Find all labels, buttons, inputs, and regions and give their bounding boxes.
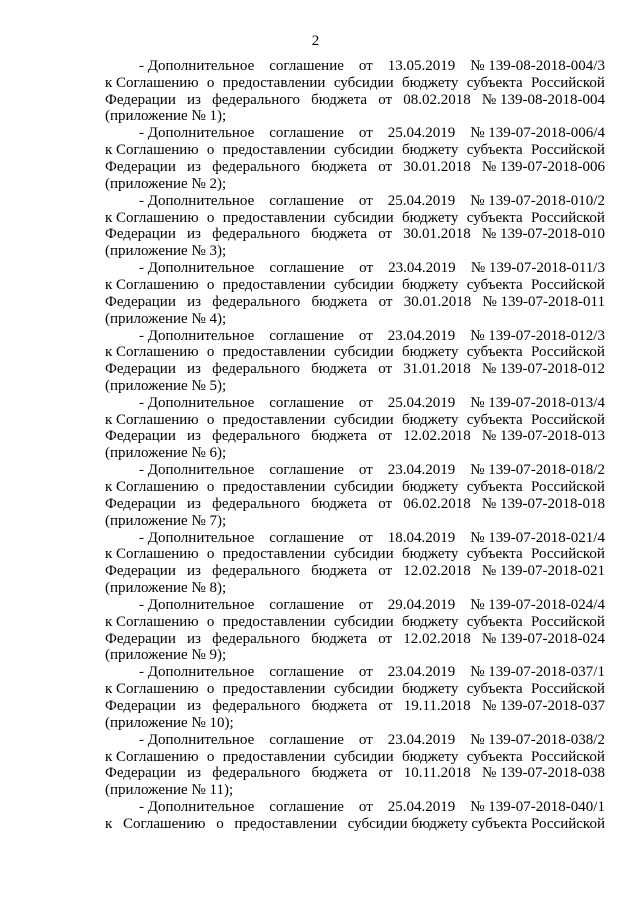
word: бюджета — [311, 226, 368, 243]
word: бюджету — [401, 276, 459, 293]
text-line — [105, 412, 605, 429]
word: предоставлении — [234, 815, 338, 832]
word: бюджету — [401, 748, 459, 765]
word: федерального — [212, 765, 301, 782]
agreement-entry — [105, 597, 605, 664]
word: от — [378, 91, 393, 108]
text-line — [105, 58, 605, 75]
text-line — [105, 563, 605, 580]
word: 31.01.2018 — [403, 361, 471, 378]
word: к Соглашению — [105, 74, 199, 91]
text-line — [105, 294, 605, 311]
word: субъекта — [466, 142, 523, 159]
word: Федерации — [105, 293, 176, 310]
word: предоставлении — [222, 748, 326, 765]
word: о — [216, 815, 224, 832]
agreement-entry — [105, 732, 605, 799]
word: к Соглашению — [105, 681, 199, 698]
text-line — [105, 698, 605, 715]
word: от — [378, 765, 393, 782]
word: субсидии — [333, 613, 394, 630]
word: 10.11.2018 — [403, 765, 471, 782]
appendix-reference: (приложение № 4); — [105, 310, 227, 327]
word: бюджету — [401, 142, 459, 159]
word: от — [378, 563, 393, 580]
word: - Дополнительное — [139, 192, 255, 209]
word: из — [187, 495, 201, 512]
word: бюджета — [311, 563, 368, 580]
text-line — [105, 75, 605, 92]
text-line — [105, 479, 605, 496]
agreement-entry — [105, 193, 605, 260]
word: соглашение — [269, 58, 344, 74]
word: соглашение — [269, 327, 344, 344]
word: субъекта — [466, 613, 523, 630]
word: 25.04.2019 — [387, 799, 456, 816]
text-line — [105, 631, 605, 648]
word: предоставлении — [222, 142, 326, 159]
word: из — [187, 158, 201, 175]
text-line — [105, 277, 605, 294]
agreement-entry — [105, 395, 605, 462]
word: предоставлении — [222, 74, 326, 91]
word: 12.02.2018 — [403, 563, 471, 580]
word: федерального — [212, 697, 301, 714]
word: от — [378, 361, 393, 378]
word: Российской — [531, 276, 605, 293]
appendix-reference: (приложение № 5); — [105, 377, 227, 394]
text-line — [105, 749, 605, 766]
word: бюджета — [311, 697, 368, 714]
word: к Соглашению — [105, 546, 199, 563]
word: от — [378, 226, 393, 243]
text-line — [105, 226, 605, 243]
word: субсидии — [333, 344, 394, 361]
word: - Дополнительное — [139, 664, 255, 681]
word: бюджету — [401, 209, 459, 226]
word: субъекта — [466, 344, 523, 361]
word: субсидии — [333, 546, 394, 563]
word: к Соглашению — [105, 613, 199, 630]
word: - Дополнительное — [139, 462, 255, 479]
word: от — [378, 697, 393, 714]
word: - Дополнительное — [139, 529, 255, 546]
word: субъекта — [466, 748, 523, 765]
word: № 139-07-2018-024 — [481, 630, 605, 647]
word: из — [187, 361, 201, 378]
word: Федерации — [105, 630, 176, 647]
word: предоставлении — [222, 344, 326, 361]
word: от — [378, 293, 393, 310]
word: Федерации — [105, 563, 176, 580]
appendix-reference: (приложение № 10); — [105, 714, 234, 731]
word: 25.04.2019 — [387, 394, 456, 411]
word: предоставлении — [222, 681, 326, 698]
word: от — [358, 664, 373, 681]
word: соглашение — [269, 462, 344, 479]
word: от — [358, 597, 373, 613]
appendix-reference: (приложение № 8); — [105, 580, 227, 597]
text-line — [105, 361, 605, 378]
word: из — [187, 226, 201, 243]
word: 12.02.2018 — [403, 630, 471, 647]
text-line — [105, 732, 605, 749]
word: 19.11.2018 — [403, 697, 471, 714]
word: бюджета — [311, 361, 368, 378]
text-line — [105, 765, 605, 782]
word: Федерации — [105, 495, 176, 512]
word: федерального — [212, 226, 300, 243]
word: субъекта — [466, 681, 523, 698]
text-line — [105, 395, 605, 412]
word: 13.05.2019 — [387, 58, 456, 74]
word: предоставлении — [222, 276, 326, 293]
word: 30.01.2018 — [403, 226, 471, 243]
agreement-entry — [105, 260, 605, 327]
word: Российской — [531, 479, 605, 496]
word: о — [206, 546, 215, 563]
word: федерального — [212, 495, 300, 512]
word: № 139-07-2018-012/3 — [470, 327, 605, 344]
word: соглашение — [269, 125, 344, 142]
word: Российской — [531, 546, 605, 563]
text-line — [105, 597, 605, 614]
text-line — [105, 816, 605, 833]
word: № 139-07-2018-006 — [481, 158, 605, 175]
word: субсидии — [333, 748, 394, 765]
text-line — [105, 799, 605, 816]
word: № 139-07-2018-010/2 — [470, 192, 605, 209]
word: Российской — [531, 209, 605, 226]
word: соглашение — [269, 529, 344, 546]
text-line — [105, 681, 605, 698]
appendix-reference: (приложение № 7); — [105, 512, 227, 529]
word: от — [358, 462, 373, 479]
word: № 139-07-2018-010 — [481, 226, 605, 243]
appendix-reference: (приложение № 3); — [105, 243, 227, 260]
word: бюджету — [401, 479, 459, 496]
word: субсидии — [333, 411, 394, 428]
text-line — [105, 210, 605, 227]
word: - Дополнительное — [139, 731, 255, 748]
word: - Дополнительное — [139, 597, 255, 613]
word: Российской — [531, 681, 605, 698]
word: субъекта — [466, 276, 523, 293]
word: № 139-07-2018-011/3 — [470, 260, 605, 277]
word: о — [206, 411, 215, 428]
word: из — [187, 91, 201, 108]
word: к Соглашению — [105, 411, 199, 428]
text-line — [105, 159, 605, 176]
word: 18.04.2019 — [387, 529, 456, 546]
word: субсидии — [333, 74, 394, 91]
word: из — [187, 697, 202, 714]
text-line — [105, 344, 605, 361]
word: соглашение — [269, 799, 344, 816]
text-line — [105, 125, 605, 142]
word: от — [358, 799, 373, 816]
text-line — [105, 496, 605, 513]
word: от — [378, 428, 393, 445]
word: 23.04.2019 — [387, 731, 456, 748]
word: федерального — [212, 630, 300, 647]
word: федерального — [212, 91, 300, 108]
word: к Соглашению — [105, 344, 199, 361]
word: от — [358, 394, 373, 411]
text-line — [105, 530, 605, 547]
word: № 139-08-2018-004 — [481, 91, 605, 108]
agreement-entry — [105, 799, 605, 833]
word: бюджету — [401, 613, 459, 630]
word: № 139-07-2018-021 — [481, 563, 605, 580]
word: бюджета — [311, 428, 368, 445]
appendix-reference: (приложение № 9); — [105, 647, 227, 664]
word: о — [206, 613, 215, 630]
agreement-entry — [105, 328, 605, 395]
word: № 139-07-2018-038/2 — [470, 731, 605, 748]
word: о — [206, 74, 215, 91]
word: федерального — [212, 158, 300, 175]
word: № 139-07-2018-012 — [481, 361, 605, 378]
agreement-entry — [105, 58, 605, 125]
word: предоставлении — [222, 546, 326, 563]
word: соглашение — [269, 394, 344, 411]
word: о — [206, 479, 215, 496]
word: 25.04.2019 — [387, 125, 456, 142]
word: бюджета — [311, 91, 368, 108]
word: бюджета — [311, 158, 368, 175]
word: 12.02.2018 — [403, 428, 471, 445]
text-line — [105, 142, 605, 159]
word: 29.04.2019 — [387, 597, 456, 613]
word: Федерации — [105, 428, 176, 445]
word: к — [105, 815, 113, 832]
word: - Дополнительное — [139, 799, 255, 816]
word: от — [378, 630, 393, 647]
word: бюджету — [401, 681, 459, 698]
agreement-entry — [105, 530, 605, 597]
text-line — [105, 193, 605, 210]
word: - Дополнительное — [139, 125, 255, 142]
text-line — [105, 546, 605, 563]
word: соглашение — [269, 597, 344, 613]
text-line — [105, 428, 605, 445]
word: бюджета — [311, 293, 368, 310]
word: федерального — [212, 563, 300, 580]
word: к Соглашению — [105, 276, 199, 293]
word: субсидии — [333, 209, 394, 226]
appendix-reference: (приложение № 6); — [105, 445, 227, 462]
word: соглашение — [269, 192, 344, 209]
word: бюджета — [311, 495, 368, 512]
word: Федерации — [105, 226, 176, 243]
word: - Дополнительное — [139, 260, 255, 277]
word: Российской — [531, 411, 605, 428]
word: от — [378, 495, 393, 512]
word: от — [378, 158, 393, 175]
word: федерального — [212, 293, 301, 310]
word: соглашение — [269, 260, 345, 277]
word: предоставлении — [222, 209, 326, 226]
word: № 139-07-2018-013/4 — [470, 394, 605, 411]
word: № 139-07-2018-024/4 — [470, 597, 605, 613]
word: субъекта — [466, 411, 523, 428]
word: бюджету — [401, 344, 459, 361]
word: 06.02.2018 — [403, 495, 471, 512]
word: - Дополнительное — [139, 394, 255, 411]
word: предоставлении — [222, 411, 326, 428]
word: № 139-07-2018-018/2 — [470, 462, 605, 479]
word: № 139-08-2018-004/3 — [470, 58, 605, 74]
word: от — [359, 260, 374, 277]
word: к Соглашению — [105, 142, 199, 159]
word: бюджету — [401, 74, 459, 91]
word: субсидии — [333, 276, 394, 293]
agreement-entry — [105, 462, 605, 529]
word: № 139-07-2018-013 — [481, 428, 605, 445]
word: бюджета — [311, 765, 368, 782]
word: Федерации — [105, 91, 176, 108]
word: № 139-07-2018-040/1 — [470, 799, 605, 816]
word: от — [358, 58, 373, 74]
word: из — [187, 293, 202, 310]
word: федерального — [212, 428, 300, 445]
text-line — [105, 92, 605, 109]
word: Российской — [531, 748, 605, 765]
text-line — [105, 260, 605, 277]
word: 08.02.2018 — [403, 91, 471, 108]
word: о — [206, 748, 215, 765]
word: бюджету — [401, 546, 459, 563]
word: о — [206, 344, 215, 361]
word: Федерации — [105, 765, 176, 782]
word: от — [358, 731, 373, 748]
word: предоставлении — [222, 479, 326, 496]
appendix-reference: (приложение № 1); — [105, 108, 227, 125]
word: из — [187, 630, 201, 647]
agreement-entry — [105, 664, 605, 731]
word: Федерации — [105, 158, 176, 175]
word: Федерации — [105, 697, 176, 714]
word: субсидии — [333, 681, 394, 698]
word: к Соглашению — [105, 479, 199, 496]
word: № 139-07-2018-021/4 — [470, 529, 605, 546]
word: к Соглашению — [105, 748, 199, 765]
word: из — [187, 428, 201, 445]
word: 23.04.2019 — [387, 327, 456, 344]
word: Российской — [531, 74, 605, 91]
word: № 139-07-2018-037 — [481, 697, 605, 714]
word: 23.04.2019 — [387, 462, 456, 479]
word: субъекта — [466, 546, 523, 563]
document-body — [105, 58, 605, 833]
text-line — [105, 462, 605, 479]
word: № 139-07-2018-038 — [481, 765, 605, 782]
agreement-entry — [105, 125, 605, 192]
word: Российской — [531, 613, 605, 630]
word: субъекта — [466, 74, 523, 91]
word: бюджету — [401, 411, 459, 428]
text-line — [105, 328, 605, 345]
word: соглашение — [269, 664, 344, 681]
word: субсидии — [333, 479, 394, 496]
word: 30.01.2018 — [403, 158, 471, 175]
word: субсидии бюджету субъекта Российской — [347, 815, 605, 832]
word: о — [206, 681, 215, 698]
word: - Дополнительное — [139, 327, 255, 344]
word: Федерации — [105, 361, 176, 378]
word: о — [206, 142, 215, 159]
word: от — [358, 125, 373, 142]
word: соглашение — [269, 731, 344, 748]
word: 23.04.2019 — [388, 260, 456, 277]
word: Российской — [531, 344, 605, 361]
word: от — [358, 327, 373, 344]
word: от — [358, 529, 373, 546]
word: о — [206, 276, 215, 293]
word: бюджета — [311, 630, 368, 647]
word: субсидии — [333, 142, 394, 159]
text-line — [105, 664, 605, 681]
word: 30.01.2018 — [403, 293, 472, 310]
word: № 139-07-2018-018 — [481, 495, 605, 512]
word: федерального — [212, 361, 300, 378]
word: предоставлении — [222, 613, 326, 630]
word: о — [206, 209, 215, 226]
text-line — [105, 614, 605, 631]
word: к Соглашению — [105, 209, 199, 226]
page-number: 2 — [311, 33, 320, 49]
word: № 139-07-2018-011 — [482, 293, 605, 310]
word: из — [187, 765, 202, 782]
word: Соглашению — [122, 815, 206, 832]
word: субъекта — [466, 209, 523, 226]
word: - Дополнительное — [139, 58, 255, 74]
word: 23.04.2019 — [387, 664, 456, 681]
word: № 139-07-2018-037/1 — [470, 664, 605, 681]
appendix-reference: (приложение № 2); — [105, 175, 227, 192]
word: Российской — [531, 142, 605, 159]
word: № 139-07-2018-006/4 — [470, 125, 605, 142]
word: 25.04.2019 — [387, 192, 456, 209]
word: из — [187, 563, 201, 580]
appendix-reference: (приложение № 11); — [105, 782, 234, 799]
word: субъекта — [466, 479, 523, 496]
word: от — [358, 192, 373, 209]
